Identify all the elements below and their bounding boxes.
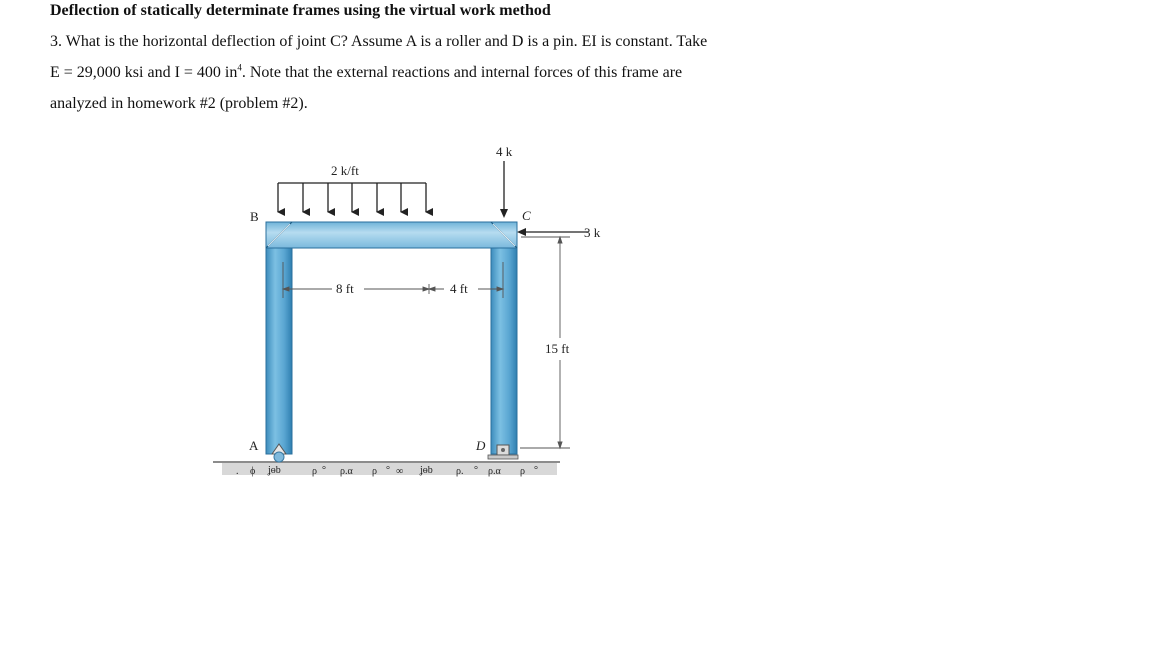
svg-text:ϕ: ϕ bbox=[250, 466, 256, 477]
beam-bc bbox=[266, 222, 517, 248]
svg-text:ρ: ρ bbox=[520, 466, 525, 477]
span-right-label: 4 ft bbox=[450, 281, 468, 296]
svg-text:ρ: ρ bbox=[372, 466, 377, 477]
question-line-3: analyzed in homework #2 (problem #2). bbox=[50, 95, 308, 112]
svg-text:ρ.α: ρ.α bbox=[488, 466, 501, 477]
question-line-2-end: . Note that the external reactions and internal forces of this frame are bbox=[241, 64, 683, 81]
joint-d-label: D bbox=[476, 438, 486, 453]
svg-text:∞: ∞ bbox=[396, 466, 404, 477]
column-ab bbox=[266, 222, 292, 454]
ground bbox=[213, 462, 560, 477]
svg-text:ʝɵb: ʝɵb bbox=[268, 465, 281, 476]
svg-text:ρ: ρ bbox=[312, 466, 317, 477]
svg-text:°: ° bbox=[322, 465, 326, 476]
document-heading: Deflection of statically determinate frames using the virtual work method bbox=[50, 2, 551, 19]
distributed-load-arrows bbox=[278, 183, 426, 212]
joint-b-label: B bbox=[250, 209, 259, 224]
point-load-top-arrow bbox=[500, 161, 508, 218]
span-left-label: 8 ft bbox=[336, 281, 354, 296]
svg-text:°: ° bbox=[534, 465, 538, 476]
svg-text:°: ° bbox=[474, 465, 478, 476]
svg-text:.: . bbox=[236, 466, 239, 477]
span-dimension-line bbox=[283, 262, 503, 298]
svg-text:°: ° bbox=[386, 465, 390, 476]
column-cd bbox=[491, 222, 517, 454]
point-load-side-arrow bbox=[517, 228, 588, 236]
height-label: 15 ft bbox=[545, 341, 570, 356]
joint-a-label: A bbox=[249, 438, 259, 453]
point-load-top-label: 4 k bbox=[496, 144, 513, 159]
joint-c-label: C bbox=[522, 208, 531, 223]
svg-text:ʝɵb: ʝɵb bbox=[420, 465, 433, 476]
exponent-superscript: 4 bbox=[237, 62, 242, 73]
point-load-side-label: 3 k bbox=[584, 225, 601, 240]
svg-text:ρ.: ρ. bbox=[456, 466, 464, 477]
question-line-2-start: E = 29,000 ksi and I = 400 in bbox=[50, 64, 238, 81]
question-line-1: 3. What is the horizontal deflection of joint C? Assume A is a roller and D is a pin. EI is constant. Take bbox=[50, 33, 708, 50]
svg-text:ρ.α: ρ.α bbox=[340, 466, 353, 477]
distributed-load-label: 2 k/ft bbox=[331, 163, 359, 178]
